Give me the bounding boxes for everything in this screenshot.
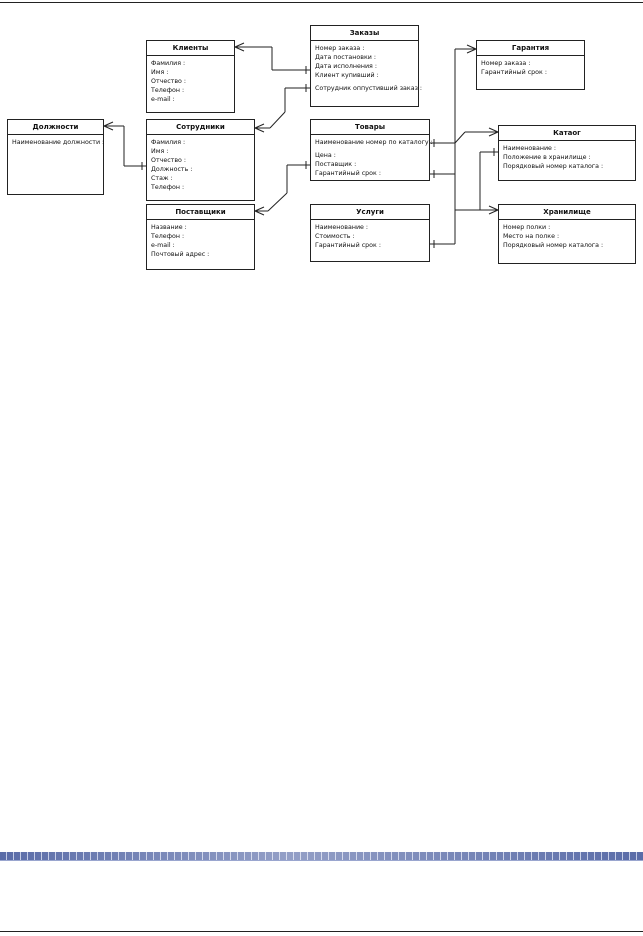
field: Гарантийный срок : xyxy=(315,170,381,177)
field: Клиент купивший : xyxy=(315,72,379,79)
crowfoot xyxy=(467,45,476,49)
field: Поставщик : xyxy=(315,161,357,168)
entity-title: Гарантия xyxy=(477,41,584,56)
crowfoot xyxy=(255,128,264,132)
field: Место на полке : xyxy=(503,233,560,240)
entity-title: Клиенты xyxy=(147,41,234,56)
entity-title: Катаог xyxy=(499,126,635,141)
field: Фамилия : xyxy=(151,139,186,146)
crowfoot xyxy=(235,47,244,51)
entity-storage[interactable] xyxy=(498,204,636,264)
link-suppliers-products xyxy=(268,193,287,211)
entity-suppliers[interactable] xyxy=(146,204,255,270)
link-catalog xyxy=(455,132,465,143)
link-employees-orders xyxy=(270,112,285,128)
field: Наименование должности : xyxy=(12,139,105,146)
field: Номер полки : xyxy=(503,224,551,231)
crowfoot xyxy=(489,128,498,132)
footer-band-highlight xyxy=(0,852,643,860)
entity-orders[interactable] xyxy=(310,25,423,107)
field: Цена : xyxy=(315,152,336,159)
field: Сотрудник оппустивший заказ : xyxy=(315,85,423,92)
crowfoot xyxy=(489,210,498,214)
field: Имя : xyxy=(151,148,169,155)
crowfoot xyxy=(255,211,264,215)
crowfoot xyxy=(467,49,476,53)
field: Отчество : xyxy=(151,157,187,164)
entity-warranty[interactable] xyxy=(476,40,585,90)
field: Фамилия : xyxy=(151,60,186,67)
field: Номер заказа : xyxy=(481,60,531,67)
footer-rule xyxy=(0,860,643,861)
crowfoot xyxy=(489,132,498,136)
crowfoot xyxy=(255,207,264,211)
entity-title: Сотрудники xyxy=(147,120,254,135)
field: e-mail : xyxy=(151,96,175,103)
field: Положение в хранилище : xyxy=(503,154,591,161)
field: Название : xyxy=(151,224,187,231)
entity-clients[interactable] xyxy=(146,40,235,113)
field: Должность : xyxy=(151,166,193,173)
field: Порядковый номер каталога : xyxy=(503,242,604,249)
page-bottom-rule xyxy=(0,931,643,932)
entity-positions[interactable] xyxy=(7,119,104,195)
crowfoot xyxy=(489,206,498,210)
field: Порядковый номер каталога : xyxy=(503,163,604,170)
field: Стоимость : xyxy=(315,233,355,240)
entity-title: Поставщики xyxy=(147,205,254,220)
field: Телефон : xyxy=(151,87,185,94)
crowfoot xyxy=(235,43,244,47)
field: Отчество : xyxy=(151,78,187,85)
field: Телефон : xyxy=(151,233,185,240)
field: Дата постановки : xyxy=(315,54,376,61)
field: Наименование : xyxy=(315,224,369,231)
field: Стаж : xyxy=(151,175,173,182)
entity-title: Услуги xyxy=(311,205,429,220)
field: Наименование : xyxy=(503,145,557,152)
entity-title: Заказы xyxy=(311,26,418,41)
field: Почтовый адрес : xyxy=(151,251,210,258)
crowfoot xyxy=(255,124,264,128)
entity-services[interactable] xyxy=(310,204,430,262)
field: Телефон : xyxy=(151,184,185,191)
field: Гарантийный срок : xyxy=(481,69,547,76)
field: Наименование номер по каталогу : xyxy=(315,139,433,146)
entity-products[interactable] xyxy=(310,119,433,181)
entity-title: Товары xyxy=(311,120,429,135)
field: Номер заказа : xyxy=(315,45,365,52)
field: Гарантийный срок : xyxy=(315,242,381,249)
entity-catalog[interactable] xyxy=(498,125,636,181)
field: Имя : xyxy=(151,69,169,76)
field: Дата исполнения : xyxy=(315,63,377,70)
entity-title: Должности xyxy=(8,120,103,135)
crowfoot xyxy=(104,122,113,126)
field: e-mail : xyxy=(151,242,175,249)
crowfoot xyxy=(104,126,113,130)
entity-employees[interactable] xyxy=(146,119,255,201)
entity-title: Хранилище xyxy=(499,205,635,220)
